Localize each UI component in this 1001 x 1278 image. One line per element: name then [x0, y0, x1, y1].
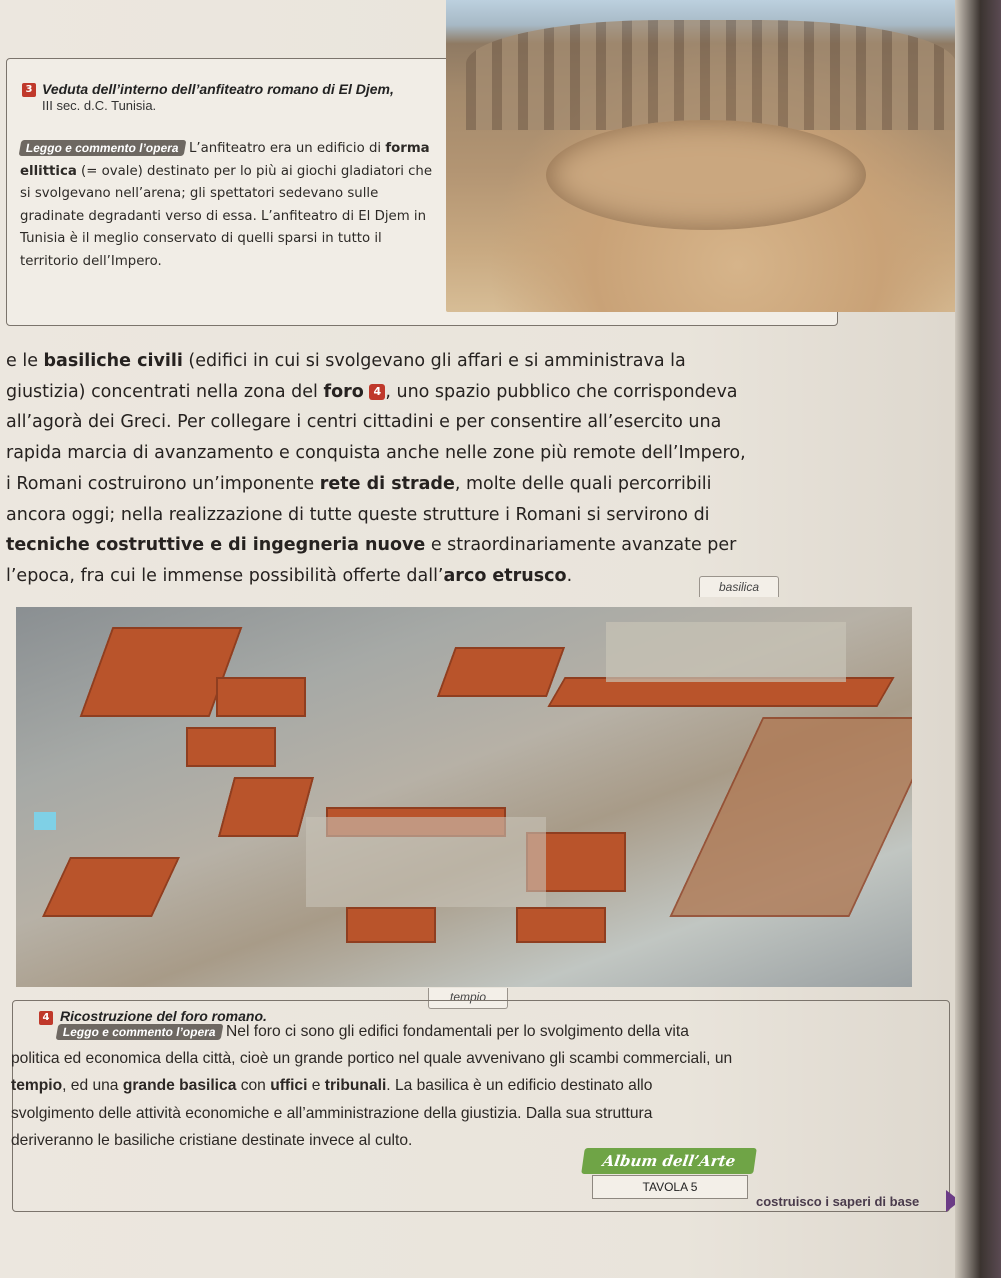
figure4-line-2: politica ed economica della città, cioè un grande portico nel quale avvenivano gli scambi commerciali, un [11, 1050, 733, 1068]
amphitheatre-tiers [466, 20, 956, 130]
forum-reconstruction-image [16, 607, 912, 987]
body-line-7: tecniche costruttive e di ingegneria nuove e straordinariamente avanzate per [6, 535, 737, 556]
body-line-5: i Romani costruirono un’imponente rete di strade, molte delle quali percorribili [6, 473, 712, 494]
label-tempio: tempio [428, 988, 508, 1009]
figure4-line-5: deriveranno le basiliche cristiane destinate invece al culto. [11, 1131, 413, 1149]
figure3-badge: Leggo e commento l’opera [19, 140, 187, 156]
roof-shape [216, 677, 306, 717]
roof-shape [186, 727, 276, 767]
body-paragraph [6, 346, 864, 592]
roof-shape [218, 777, 314, 837]
roof-shape [346, 907, 436, 943]
amphitheatre-arena [546, 120, 866, 230]
figure4-title: Ricostruzione del foro romano. [60, 1008, 267, 1024]
amphitheatre-photo [446, 0, 976, 312]
figure3-text-1: L’anfiteatro era un edificio di [188, 141, 386, 156]
footer-section-label: costruisco i saperi di base [756, 1194, 920, 1209]
roof-shape [42, 857, 180, 917]
figure3-text-bold: forma ellittica [20, 141, 430, 179]
figure3-title: Veduta dell’interno dell’anfiteatro romano di El Djem, [42, 81, 394, 97]
roof-shape [669, 717, 912, 917]
figure3-subtitle: III sec. d.C. Tunisia. [42, 98, 157, 113]
figure4-number: 4 [39, 1011, 53, 1025]
body-line-2: giustizia) concentrati nella zona del foro 4 , uno spazio pubblico che corrispondeva [6, 381, 738, 402]
body-line-1: e le basiliche civili (edifici in cui si svolgevano gli affari e si amministrava la [6, 351, 686, 371]
page-edge [955, 0, 1001, 1278]
portico-shape [306, 817, 546, 907]
figure3-text-2: (= ovale) destinato per lo più ai giochi gladiatori che si svolgevano nell’arena; gli spettatori sedevano sulle gradinate degradanti verso di essa. L’anfiteatro di El Djem in Tunisia è il meglio conservato di quelli sparsi in tutto il territorio dell’Impero. [20, 163, 433, 269]
body-line-3: all’agorà dei Greci. Per collegare i centri cittadini e per consentire all’esercito una [6, 412, 722, 433]
label-basilica: basilica [699, 576, 779, 597]
roof-shape [516, 907, 606, 943]
figure4-badge: Leggo e commento l’opera [56, 1024, 224, 1040]
album-dellarte-badge: Album dell’Arte [581, 1148, 757, 1174]
pool-shape [34, 812, 56, 830]
tavola-label: TAVOLA 5 [592, 1175, 748, 1199]
figure4-ref-badge: 4 [369, 384, 385, 400]
figure4-line-3: tempio, ed una grande basilica con uffici e tribunali. La basilica è un edificio destinato allo [11, 1077, 653, 1095]
figure4-line-1: Leggo e commento l’opera Nel foro ci sono gli edifici fondamentali per lo svolgimento della vita [57, 1018, 937, 1045]
plaza-shape [606, 622, 846, 682]
body-line-6: ancora oggi; nella realizzazione di tutte queste strutture i Romani si servirono di [6, 504, 710, 525]
body-line-4: rapida marcia di avanzamento e conquista anche nelle zone più remote dell’Impero, [6, 443, 746, 464]
figure3-number: 3 [22, 83, 36, 97]
figure3-description [20, 138, 440, 274]
roof-shape [437, 647, 565, 697]
figure4-line-4: svolgimento delle attività economiche e all’amministrazione della giustizia. Dalla sua struttura [11, 1104, 653, 1122]
body-line-8: l’epoca, fra cui le immense possibilità offerte dall’arco etrusco. [6, 565, 573, 586]
figure4-description [11, 1018, 937, 1154]
